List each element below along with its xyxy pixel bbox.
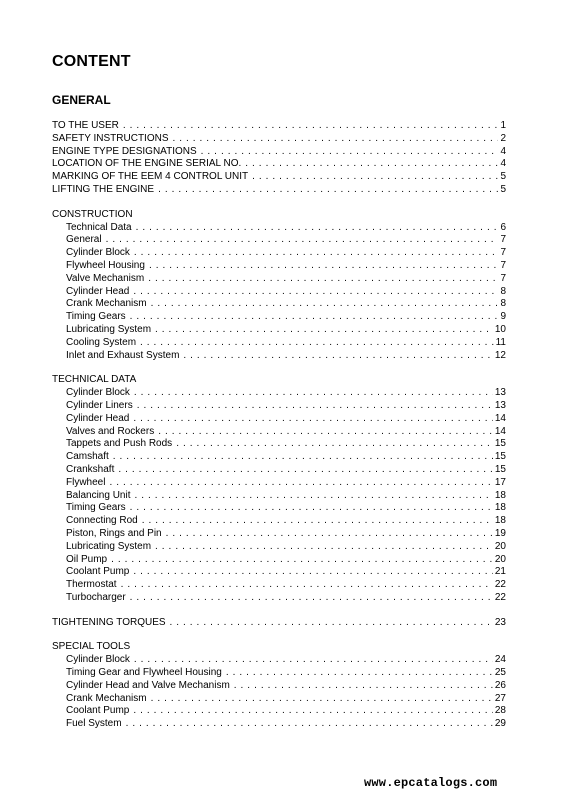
toc-entry-page: 22 <box>494 591 506 603</box>
toc-entry-page: 9 <box>500 311 506 323</box>
toc-entry-page: 7 <box>500 234 506 246</box>
dot-leader <box>111 554 493 567</box>
toc-entry-page: 27 <box>494 692 506 704</box>
dot-leader <box>252 171 498 184</box>
toc-entry-page: 8 <box>500 298 506 310</box>
toc-entry <box>52 579 506 592</box>
dot-leader <box>121 579 493 592</box>
toc-entry <box>52 680 506 693</box>
dot-leader <box>136 222 499 235</box>
toc-entry <box>52 324 506 337</box>
toc-entry-label: TO THE USER <box>52 120 119 131</box>
toc-entry-page: 13 <box>494 399 506 411</box>
dot-leader <box>134 247 499 260</box>
toc-entry <box>52 184 506 197</box>
toc-entry <box>52 158 506 171</box>
toc-entry <box>52 222 506 235</box>
toc-entry-page: 13 <box>494 387 506 399</box>
dot-leader <box>158 426 493 439</box>
toc-entry-label: Cylinder Head <box>66 285 130 297</box>
toc-entry-page: 7 <box>500 247 506 259</box>
toc-entry-page: 7 <box>500 259 506 271</box>
toc-entry-label: Technical Data <box>66 221 132 233</box>
toc-entry <box>52 528 506 541</box>
toc-entry-label: TIGHTENING TORQUES <box>52 616 166 628</box>
dot-leader <box>245 158 498 171</box>
dot-leader <box>183 350 492 363</box>
toc-entry <box>52 705 506 718</box>
toc-entry-label: Cylinder Liners <box>66 399 133 411</box>
toc-entry-page: 22 <box>494 579 506 591</box>
toc-entry <box>52 260 506 273</box>
toc-entry-label: Cylinder Head and Valve Mechanism <box>66 679 230 691</box>
toc-entry-page: 10 <box>494 323 506 335</box>
dot-leader <box>158 184 498 197</box>
toc-entry <box>52 298 506 311</box>
toc-entry <box>52 350 506 363</box>
dot-leader <box>133 286 498 299</box>
dot-leader <box>148 273 498 286</box>
dot-leader <box>155 541 493 554</box>
toc-entry-label: Thermostat <box>66 579 117 591</box>
toc-entry-label: Crank Mechanism <box>66 298 147 310</box>
toc-entry-page: 18 <box>494 489 506 501</box>
toc-entry <box>52 451 506 464</box>
dot-leader <box>142 515 493 528</box>
toc-entry <box>52 502 506 515</box>
dot-leader <box>118 464 493 477</box>
dot-leader <box>130 592 493 605</box>
dot-leader <box>134 387 493 400</box>
toc-entry <box>52 337 506 350</box>
toc-entry <box>52 554 506 567</box>
section-heading: SPECIAL TOOLS <box>52 641 131 653</box>
toc-entry-label: Cylinder Block <box>66 247 130 259</box>
toc-entry-label: General <box>66 234 102 246</box>
toc-entry-label: Coolant Pump <box>66 566 130 578</box>
toc-entry <box>52 464 506 477</box>
toc-entry-page: 1 <box>500 120 506 131</box>
toc-entry-label: Crankshaft <box>66 463 115 475</box>
toc-entry <box>52 718 506 731</box>
toc-entry-label: Balancing Unit <box>66 489 131 501</box>
toc-entry-page: 25 <box>494 667 506 679</box>
toc-entry <box>52 693 506 706</box>
toc-entry-label: Oil Pump <box>66 553 108 565</box>
toc-entry-label: SAFETY INSTRUCTIONS <box>52 132 169 144</box>
toc-entry-label: Valves and Rockers <box>66 425 155 437</box>
toc-entry-page: 2 <box>500 132 506 144</box>
toc-entry-label: Timing Gears <box>66 311 126 323</box>
toc-entry-label: MARKING OF THE EEM 4 CONTROL UNIT <box>52 171 249 183</box>
toc-entry-label: Connecting Rod <box>66 515 138 527</box>
dot-leader <box>176 438 493 451</box>
toc-entry <box>52 490 506 503</box>
toc-entry-page: 5 <box>500 183 506 195</box>
toc-entry <box>52 171 506 184</box>
toc-entry-label: Crank Mechanism <box>66 692 147 704</box>
toc-entry-page: 8 <box>500 285 506 297</box>
toc-entry-label: Cylinder Block <box>66 387 130 399</box>
toc-entry-page: 7 <box>500 272 506 284</box>
dot-leader <box>151 298 499 311</box>
page-title: CONTENT <box>52 53 131 70</box>
dot-leader <box>234 680 493 693</box>
toc-entry-label: Turbocharger <box>66 591 126 603</box>
dot-leader <box>155 324 493 337</box>
toc-entry-label: Cylinder Block <box>66 654 130 666</box>
toc-entry-page: 18 <box>494 515 506 527</box>
technical-data-section <box>52 374 506 604</box>
toc-entry-page: 17 <box>494 476 506 488</box>
toc-entry-label: Valve Mechanism <box>66 272 145 284</box>
toc-entry-label: Flywheel Housing <box>66 259 145 271</box>
toc-entry-page: 4 <box>500 145 506 157</box>
dot-leader <box>130 311 499 324</box>
dot-leader <box>166 528 493 541</box>
dot-leader <box>126 718 493 731</box>
section-heading: TECHNICAL DATA <box>52 374 137 386</box>
dot-leader <box>149 260 499 273</box>
toc-entry <box>52 426 506 439</box>
dot-leader <box>109 477 492 490</box>
toc-entry-label: Tappets and Push Rods <box>66 438 173 450</box>
toc-entry <box>52 146 506 159</box>
toc-entry-page: 14 <box>494 425 506 437</box>
toc-entry-page: 11 <box>495 336 506 348</box>
construction-section <box>52 209 506 363</box>
section-heading: CONSTRUCTION <box>52 208 133 220</box>
toc-entry-page: 29 <box>494 718 506 730</box>
toc-entry <box>52 234 506 247</box>
toc-entry <box>52 477 506 490</box>
dot-leader <box>113 451 493 464</box>
toc-entry-page: 6 <box>500 221 506 233</box>
toc-entry-tightening-torques <box>52 617 506 630</box>
toc-entry <box>52 592 506 605</box>
toc-entry-label: LOCATION OF THE ENGINE SERIAL NO. <box>52 158 242 170</box>
special-tools-section <box>52 641 506 731</box>
toc-entry-label: Flywheel <box>66 476 106 488</box>
toc-entry <box>52 438 506 451</box>
watermark-url: www.epcatalogs.com <box>364 776 498 790</box>
dot-leader <box>226 667 493 680</box>
toc-entry <box>52 311 506 324</box>
toc-entry-label: ENGINE TYPE DESIGNATIONS <box>52 145 197 157</box>
toc-entry-page: 19 <box>494 527 506 539</box>
toc-entry-label: Cylinder Head <box>66 412 130 424</box>
dot-leader <box>123 120 499 133</box>
dot-leader <box>170 617 493 630</box>
toc-entry-label: Inlet and Exhaust System <box>66 349 180 361</box>
toc-entry-label: Timing Gears <box>66 502 126 514</box>
dot-leader <box>133 413 493 426</box>
dot-leader <box>140 337 494 350</box>
toc-entry-label: Piston, Rings and Pin <box>66 527 162 539</box>
dot-leader <box>137 400 493 413</box>
toc-entry-label: Timing Gear and Flywheel Housing <box>66 667 222 679</box>
toc-entry <box>52 286 506 299</box>
toc-entry <box>52 120 506 133</box>
toc-entry-page: 15 <box>494 463 506 475</box>
toc-entry-page: 23 <box>494 616 506 628</box>
toc-entry <box>52 667 506 680</box>
general-list <box>52 120 506 197</box>
toc-entry <box>52 247 506 260</box>
dot-leader <box>134 654 493 667</box>
table-of-contents <box>52 120 506 731</box>
toc-entry-label: Camshaft <box>66 451 109 463</box>
dot-leader <box>133 705 493 718</box>
general-heading: GENERAL <box>52 93 111 107</box>
dot-leader <box>173 133 499 146</box>
toc-entry-page: 24 <box>494 654 506 666</box>
toc-entry-page: 5 <box>500 171 506 183</box>
toc-entry <box>52 273 506 286</box>
dot-leader <box>106 234 499 247</box>
toc-entry <box>52 387 506 400</box>
toc-entry-page: 18 <box>494 502 506 514</box>
toc-entry-label: Lubricating System <box>66 540 152 552</box>
toc-entry <box>52 515 506 528</box>
dot-leader <box>201 146 499 159</box>
dot-leader <box>133 566 493 579</box>
dot-leader <box>130 502 493 515</box>
toc-entry-page: 20 <box>494 553 506 565</box>
dot-leader <box>151 693 493 706</box>
toc-entry-label: Cooling System <box>66 336 137 348</box>
toc-entry-page: 4 <box>500 158 506 170</box>
toc-entry <box>52 133 506 146</box>
toc-entry-label: Fuel System <box>66 718 122 730</box>
toc-entry <box>52 566 506 579</box>
toc-entry-label: LIFTING THE ENGINE <box>52 183 155 195</box>
toc-entry-page: 12 <box>494 349 506 361</box>
toc-entry <box>52 654 506 667</box>
toc-entry-page: 28 <box>494 705 506 717</box>
dot-leader <box>134 490 492 503</box>
toc-entry-page: 15 <box>494 438 506 450</box>
toc-entry-page: 26 <box>494 679 506 691</box>
toc-entry-page: 14 <box>494 412 506 424</box>
toc-entry-label: Lubricating System <box>66 323 152 335</box>
toc-entry <box>52 541 506 554</box>
toc-entry-page: 20 <box>494 540 506 552</box>
toc-entry <box>52 413 506 426</box>
toc-entry-page: 21 <box>494 566 506 578</box>
toc-entry <box>52 400 506 413</box>
toc-entry-page: 15 <box>494 451 506 463</box>
toc-entry-label: Coolant Pump <box>66 705 130 717</box>
